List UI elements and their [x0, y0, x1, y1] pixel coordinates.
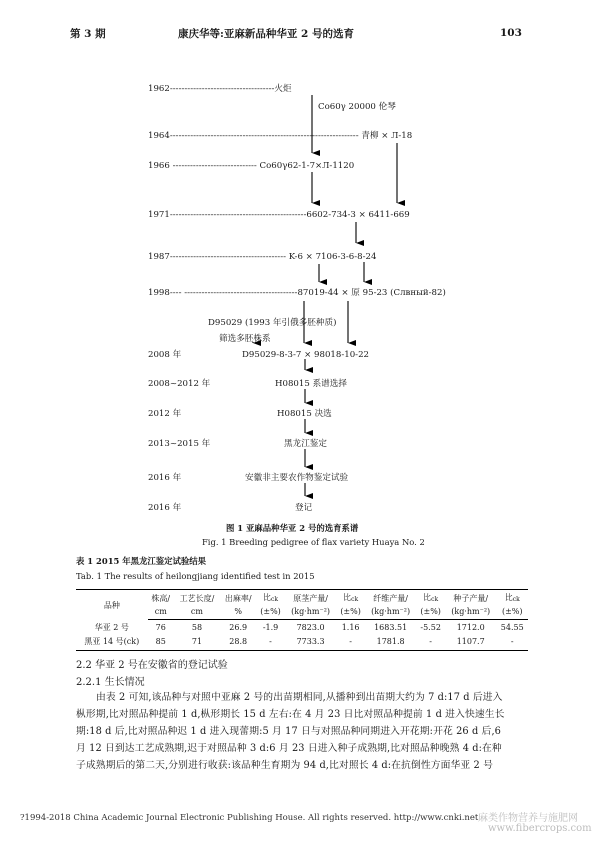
- col-header-compare-2: 比ck: [336, 590, 364, 607]
- table-cell: 85: [148, 634, 174, 651]
- paragraph-line-5: 子成熟期后的第二天,分别进行收获:该品种生育期为 94 d,比对照长 4 d:在抗倒性方面华亚 2 号: [76, 760, 493, 771]
- unit-cell: cm: [148, 606, 174, 620]
- watermark-url: www.fibercrops.com: [488, 823, 592, 834]
- paragraph-line-2: 枞形期,比对照品种提前 1 d,枞形期长 15 d 左右:在 4 月 23 日比对照品种提前 1 d 进入快速生长: [76, 709, 505, 720]
- table-cell: -: [416, 634, 444, 651]
- pedigree-d95029: D95029 (1993 年引俄多胚种质): [208, 318, 337, 328]
- table-cell: 7733.3: [285, 634, 337, 651]
- table-cell: 1781.8: [365, 634, 417, 651]
- pedigree-final-selection: H08015 决选: [277, 409, 332, 419]
- pedigree-1966: 1966 ----------------------------- Co60γ62-1-7×Л-1120: [148, 161, 355, 171]
- col-header-stem-yield: 原茎产量/: [285, 590, 337, 607]
- watermark-cn: 麻类作物营养与施肥网: [478, 813, 578, 824]
- pedigree-selection: H08015 系谱选择: [275, 379, 347, 389]
- table-cell: 黑亚 14 号(ck): [76, 634, 148, 651]
- table-row: [76, 620, 528, 635]
- table-cell: 1107.7: [445, 634, 497, 651]
- table-cell: 76: [155, 623, 166, 632]
- pedigree-year-2008: 2008 年: [148, 350, 182, 360]
- pedigree-registration: 登记: [295, 503, 313, 513]
- section-heading-2-2: 2.2 华亚 2 号在安徽省的登记试验: [76, 660, 228, 671]
- pedigree-year-2016a: 2016 年: [148, 473, 182, 483]
- copyright-footer: ?1994-2018 China Academic Journal Electronic Publishing House. All rights reserved. http://www.cnki.net: [20, 813, 479, 823]
- table-cell: 28.8: [220, 634, 256, 651]
- pedigree-1971: 1971-----------------------------------------------6602-734-3 × 6411-669: [148, 210, 410, 220]
- table-cell: 58: [191, 623, 203, 632]
- pedigree-1998: 1998---- ---------------------------------------87019-44 × 原 95-23 (Слвный-82): [148, 288, 446, 298]
- table-cell: 1.16: [341, 623, 360, 632]
- col-header-fiber-yield: 纤维产量/: [365, 590, 417, 607]
- paragraph-line-4: 月 12 日到达工艺成熟期,迟于对照品种 3 d:6 月 23 日进入种子成熟期,比对照品种晚熟 4 d:在种: [76, 743, 502, 754]
- table-cell: 7823.0: [296, 623, 325, 632]
- pedigree-year-2008-2012: 2008~2012 年: [148, 379, 211, 389]
- unit-cell: (kg·hm⁻²): [445, 606, 497, 620]
- pedigree-year-2013-2015: 2013~2015 年: [148, 439, 211, 449]
- journal-issue: 第 3 期: [70, 28, 106, 40]
- figure-caption-en: Fig. 1 Breeding pedigree of flax variety Huaya No. 2: [202, 537, 425, 547]
- unit-cell: %: [220, 606, 256, 620]
- unit-cell: (±%): [336, 606, 364, 620]
- unit-cell: (kg·hm⁻²): [365, 606, 417, 620]
- col-header-compare-4: 比ck: [497, 590, 529, 607]
- unit-cell: (±%): [416, 606, 444, 620]
- pedigree-year-2012: 2012 年: [148, 409, 182, 419]
- col-header-compare-1: 比ck: [256, 590, 284, 607]
- page-number: 103: [500, 27, 522, 39]
- pedigree-1962: 1962------------------------------------火炬: [148, 84, 292, 94]
- table-caption-cn: 表 1 2015 年黑龙江鉴定试验结果: [76, 556, 207, 566]
- results-table: [76, 589, 528, 651]
- table-cell: 华亚 2 号: [94, 622, 129, 632]
- col-header-seed-yield: 种子产量/: [445, 590, 497, 607]
- col-header-variety: 品种: [76, 590, 148, 620]
- pedigree-co60-treatment: Co60γ 20000 伦琴: [318, 102, 396, 112]
- table-caption-en: Tab. 1 The results of heilongjiang identified test in 2015: [76, 571, 315, 581]
- pedigree-1987: 1987---------------------------------------- K-6 × 7106-3-6-8-24: [148, 252, 377, 262]
- pedigree-screening: 筛选多胚株系: [219, 334, 271, 344]
- figure-caption-cn: 图 1 亚麻品种华亚 2 号的选育系谱: [226, 523, 359, 533]
- unit-cell: (±%): [497, 606, 529, 620]
- table-cell: 1712.0: [456, 623, 485, 632]
- table-row: [76, 634, 528, 651]
- pedigree-cross-2008: D95029-8-3-7 × 98018-10-22: [242, 350, 370, 360]
- pedigree-1964: 1964----------------------------------------------------------------- 青柳 × Л-18: [148, 131, 413, 141]
- table-cell: 71: [174, 634, 220, 651]
- unit-cell: (kg·hm⁻²): [285, 606, 337, 620]
- col-header-plant-height: 株高/: [148, 590, 174, 607]
- table-cell: -: [256, 634, 284, 651]
- section-heading-2-2-1: 2.2.1 生长情况: [76, 677, 145, 688]
- pedigree-year-2016b: 2016 年: [148, 503, 182, 513]
- table-cell: -: [497, 634, 529, 651]
- table-cell: -5.52: [420, 623, 441, 632]
- col-header-compare-3: 比ck: [416, 590, 444, 607]
- table-cell: 26.9: [229, 623, 248, 632]
- table-cell: -1.9: [262, 623, 279, 632]
- unit-cell: cm: [174, 606, 220, 620]
- table-cell: -: [336, 634, 364, 651]
- paragraph-line-1: 由表 2 可知,该品种与对照中亚麻 2 号的出苗期相同,从播种到出苗期大约为 7 d:17 d 后进入: [96, 692, 503, 703]
- col-header-tech-length: 工艺长度/: [174, 590, 220, 607]
- pedigree-heilongjiang-test: 黑龙江鉴定: [284, 439, 327, 449]
- table-cell: 1683.51: [374, 623, 408, 632]
- paragraph-line-3: 期:18 d 后,比对照品种迟 1 d 进入现蕾期:5 月 17 日与对照品种同期进入开花期:开花 26 d 后,6: [76, 726, 502, 737]
- pedigree-anhui-test: 安徽非主要农作物鉴定试验: [245, 473, 349, 483]
- article-running-title: 康庆华等:亚麻新品种华亚 2 号的选育: [178, 28, 354, 40]
- table-cell: 54.55: [500, 623, 524, 632]
- col-header-fiber-rate: 出麻率/: [220, 590, 256, 607]
- unit-cell: (±%): [256, 606, 284, 620]
